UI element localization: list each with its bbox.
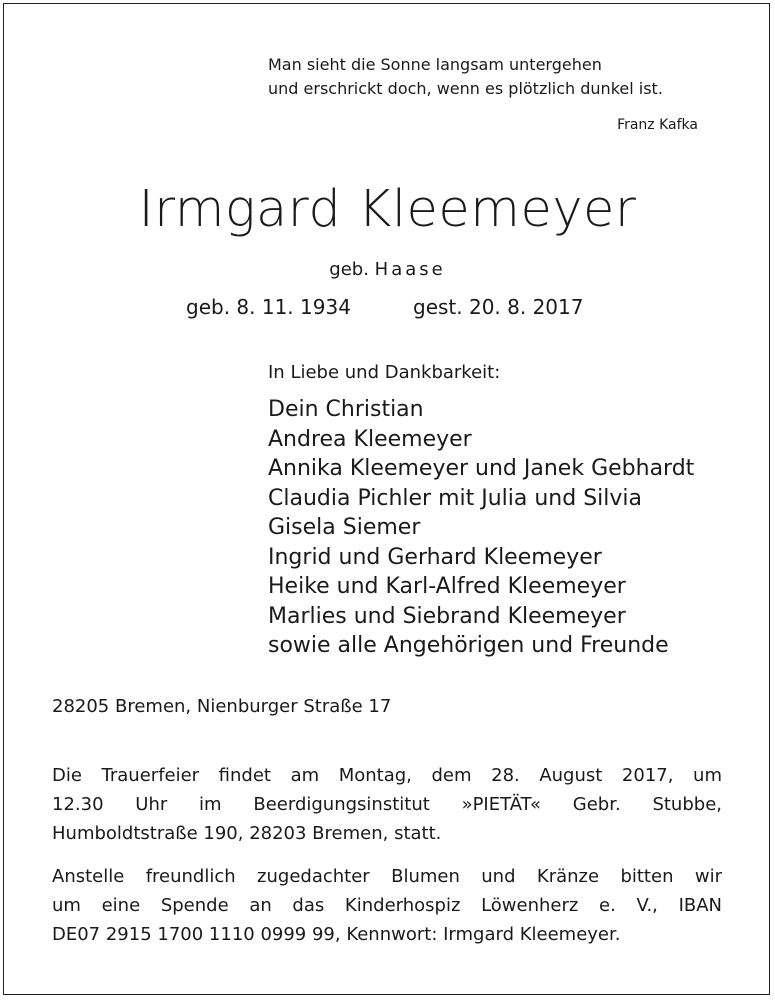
maiden-prefix: geb.	[329, 259, 369, 280]
ceremony-line: Humboldtstraße 190, 28203 Bremen, statt.	[52, 823, 442, 844]
mourner-name: Annika Kleemeyer und Janek Gebhardt	[268, 456, 695, 481]
mourner-name: Ingrid und Gerhard Kleemeyer	[268, 544, 602, 570]
ceremony-line: 12.30 Uhr im Beerdigungsinstitut »PIETÄT« Gebr. Stubbe,	[52, 794, 722, 815]
maiden-surname: Haase	[374, 259, 446, 280]
ceremony-line: Die Trauerfeier findet am Montag, dem 28. August 2017, um	[52, 765, 722, 786]
ceremony-paragraph	[52, 761, 722, 848]
mourner-name: Heike und Karl-Alfred Kleemeyer	[268, 574, 626, 599]
mourners-list	[268, 395, 694, 661]
maiden-name	[0, 259, 775, 280]
donation-line: um eine Spende an das Kinderhospiz Löwenherz e. V., IBAN	[52, 895, 722, 916]
mourner-name: Marlies und Siebrand Kleemeyer	[268, 603, 626, 629]
quote-author: Franz Kafka	[617, 117, 698, 133]
donation-line: Anstelle freundlich zugedachter Blumen und Kränze bitten wir	[52, 866, 722, 887]
deceased-name: Irmgard Kleemeyer	[138, 180, 637, 239]
quote-line: Man sieht die Sonne langsam untergehen	[268, 55, 602, 74]
quote-block	[268, 53, 708, 133]
mourner-name: Claudia Pichler mit Julia und Silvia	[268, 485, 643, 511]
mourner-name: sowie alle Angehörigen und Freunde	[268, 633, 669, 658]
family-address: 28205 Bremen, Nienburger Straße 17	[52, 696, 392, 717]
donation-line: DE07 2915 1700 1110 0999 99, Kennwort: Irmgard Kleemeyer.	[52, 924, 621, 945]
donation-paragraph	[52, 862, 722, 949]
quote-line: und erschrickt doch, wenn es plötzlich dunkel ist.	[268, 79, 663, 98]
mourner-name: Gisela Siemer	[268, 515, 421, 540]
birth-date: geb. 8. 11. 1934	[186, 295, 351, 319]
mourner-name: Dein Christian	[268, 397, 424, 422]
death-date: gest. 20. 8. 2017	[413, 295, 584, 319]
mourner-name: Andrea Kleemeyer	[268, 426, 472, 452]
mourners-intro: In Liebe und Dankbarkeit:	[268, 362, 501, 383]
